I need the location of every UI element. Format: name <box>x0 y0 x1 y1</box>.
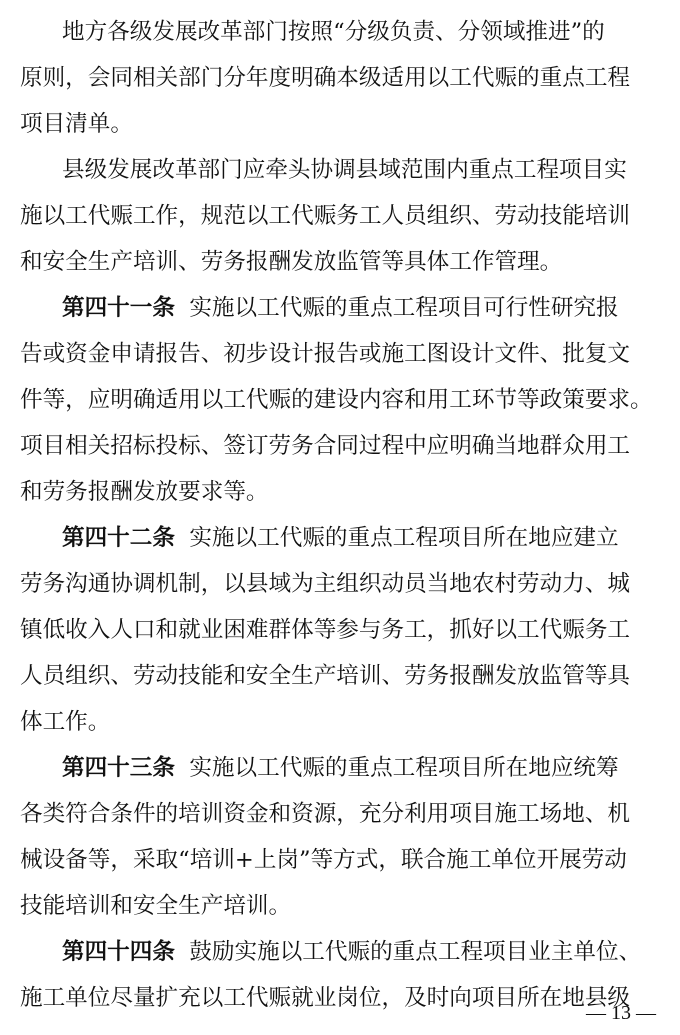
article-number: 第四十四条 <box>62 939 175 965</box>
line-text: 项目清单。 <box>20 111 133 137</box>
paragraph-line <box>20 794 664 834</box>
paragraph-line <box>20 886 664 926</box>
paragraph-line <box>20 58 664 98</box>
line-text: 施以工代赈工作，规范以工代赈务工人员组织、劳动技能培训 <box>20 203 631 229</box>
article-line <box>62 518 664 558</box>
line-text: 械设备等，采取“培训+上岗”等方式，联合施工单位开展劳动 <box>20 847 627 873</box>
paragraph-line <box>20 426 664 466</box>
paragraph-line <box>20 564 664 604</box>
line-text: 实施以工代赈的重点工程项目所在地应建立 <box>189 525 619 551</box>
line-text: 各类符合条件的培训资金和资源，充分利用项目施工场地、机 <box>20 801 631 827</box>
paragraph-line <box>62 150 664 190</box>
paragraph-line <box>20 196 664 236</box>
article-number: 第四十二条 <box>62 525 175 551</box>
paragraph-line <box>20 334 664 374</box>
line-text: 劳务沟通协调机制，以县域为主组织动员当地农村劳动力、城 <box>20 571 631 597</box>
paragraph-line <box>20 978 664 1018</box>
line-text: 技能培训和安全生产培训。 <box>20 893 292 919</box>
article-number: 第四十一条 <box>62 295 175 321</box>
article-line <box>62 288 664 328</box>
line-text: 县级发展改革部门应牵头协调县域范围内重点工程项目实 <box>62 157 627 183</box>
paragraph-line <box>20 242 664 282</box>
paragraph-line <box>20 610 664 650</box>
line-text: 和劳务报酬发放要求等。 <box>20 479 269 505</box>
line-text: 件等，应明确适用以工代赈的建设内容和用工环节等政策要求。 <box>20 387 653 413</box>
line-text: 体工作。 <box>20 709 111 735</box>
paragraph-line <box>20 380 664 420</box>
line-text: 和安全生产培训、劳务报酬发放监管等具体工作管理。 <box>20 249 563 275</box>
line-text: 项目相关招标投标、签订劳务合同过程中应明确当地群众用工 <box>20 433 631 459</box>
line-text: 镇低收入人口和就业困难群体等参与务工，抓好以工代赈务工 <box>20 617 631 643</box>
line-text: 地方各级发展改革部门按照“分级负责、分领域推进”的 <box>62 19 605 45</box>
paragraph-line <box>20 702 664 742</box>
paragraph-line <box>62 12 664 52</box>
paragraph-line <box>20 840 664 880</box>
paragraph-line <box>20 104 664 144</box>
article-number: 第四十三条 <box>62 755 175 781</box>
paragraph-line <box>20 472 664 512</box>
line-text: 告或资金申请报告、初步设计报告或施工图设计文件、批复文 <box>20 341 631 367</box>
line-text: 施工单位尽量扩充以工代赈就业岗位，及时向项目所在地县级 <box>20 985 631 1011</box>
line-text: 鼓励实施以工代赈的重点工程项目业主单位、 <box>189 939 642 965</box>
line-text: 人员组织、劳动技能和安全生产培训、劳务报酬发放监管等具 <box>20 663 631 689</box>
line-text: 实施以工代赈的重点工程项目可行性研究报 <box>189 295 619 321</box>
paragraph-line <box>20 656 664 696</box>
article-line <box>62 932 664 972</box>
page-number: — 13 — <box>586 1002 656 1024</box>
article-line <box>62 748 664 788</box>
line-text: 原则，会同相关部门分年度明确本级适用以工代赈的重点工程 <box>20 65 631 91</box>
line-text: 实施以工代赈的重点工程项目所在地应统筹 <box>189 755 619 781</box>
